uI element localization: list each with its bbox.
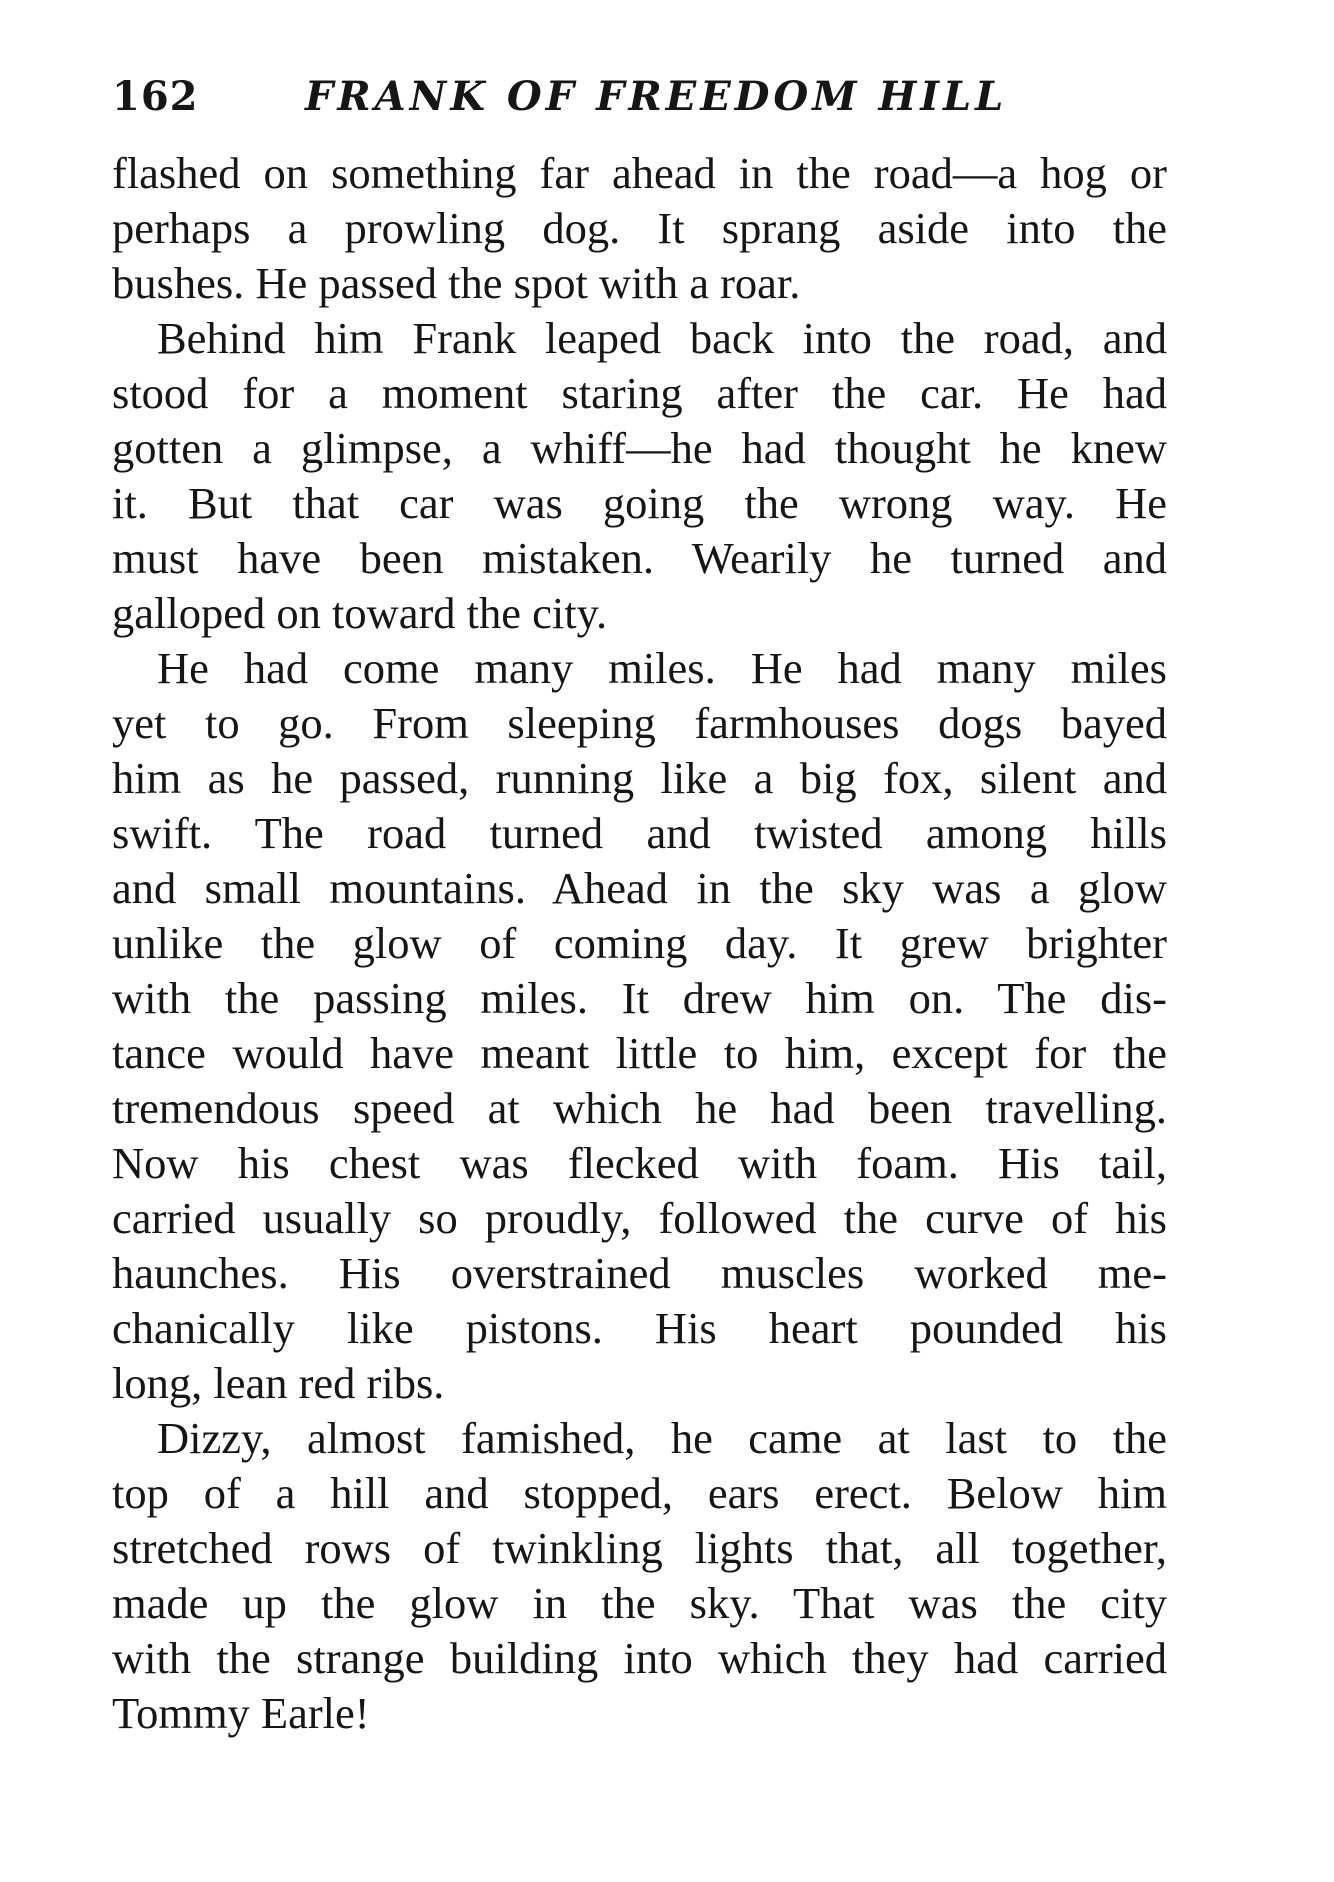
text-line: tremendous speed at which he had been travelling.	[112, 1083, 1167, 1133]
body-text	[112, 146, 1167, 1741]
text-line: stretched rows of twinkling lights that, all together,	[112, 1523, 1167, 1573]
text-line: carried usually so proudly, followed the curve of his	[112, 1193, 1167, 1243]
text-line: bushes. He passed the spot with a roar.	[112, 258, 801, 308]
text-line: stood for a moment staring after the car. He had	[112, 368, 1167, 418]
text-line: Dizzy, almost famished, he came at last to the	[157, 1413, 1167, 1463]
text-line: with the strange building into which they had carried	[112, 1633, 1167, 1683]
text-line: flashed on something far ahead in the road—a hog or	[112, 148, 1167, 198]
paragraph-1	[112, 146, 1167, 311]
paragraph-3	[112, 641, 1167, 1411]
text-line: unlike the glow of coming day. It grew brighter	[112, 918, 1167, 968]
text-line: haunches. His overstrained muscles worked me-	[112, 1248, 1167, 1298]
text-line: him as he passed, running like a big fox, silent and	[112, 753, 1167, 803]
text-line: with the passing miles. It drew him on. The dis-	[112, 973, 1167, 1023]
text-line: He had come many miles. He had many miles	[157, 643, 1167, 693]
text-line: must have been mistaken. Wearily he turned and	[112, 533, 1167, 583]
text-line: made up the glow in the sky. That was the city	[112, 1578, 1167, 1628]
text-line: swift. The road turned and twisted among hills	[112, 808, 1167, 858]
text-line: and small mountains. Ahead in the sky was a glow	[112, 863, 1167, 913]
text-line: perhaps a prowling dog. It sprang aside into the	[112, 203, 1167, 253]
text-line: long, lean red ribs.	[112, 1358, 445, 1408]
paragraph-2	[112, 311, 1167, 641]
page-number: 162	[112, 73, 199, 120]
text-line: top of a hill and stopped, ears erect. Below him	[112, 1468, 1167, 1518]
text-line: Behind him Frank leaped back into the road, and	[157, 313, 1167, 363]
paragraph-4	[112, 1411, 1167, 1741]
text-line: yet to go. From sleeping farmhouses dogs bayed	[112, 698, 1167, 748]
text-line: Now his chest was flecked with foam. His tail,	[112, 1138, 1167, 1188]
text-line: gotten a glimpse, a whiff—he had thought he knew	[112, 423, 1167, 473]
running-title: FRANK OF FREEDOM HILL	[305, 73, 1008, 120]
text-line: galloped on toward the city.	[112, 588, 608, 638]
page-header	[112, 62, 1008, 132]
text-line: chanically like pistons. His heart pounded his	[112, 1303, 1167, 1353]
text-line: tance would have meant little to him, except for the	[112, 1028, 1167, 1078]
text-line: it. But that car was going the wrong way. He	[112, 478, 1167, 528]
text-line: Tommy Earle!	[112, 1688, 370, 1738]
